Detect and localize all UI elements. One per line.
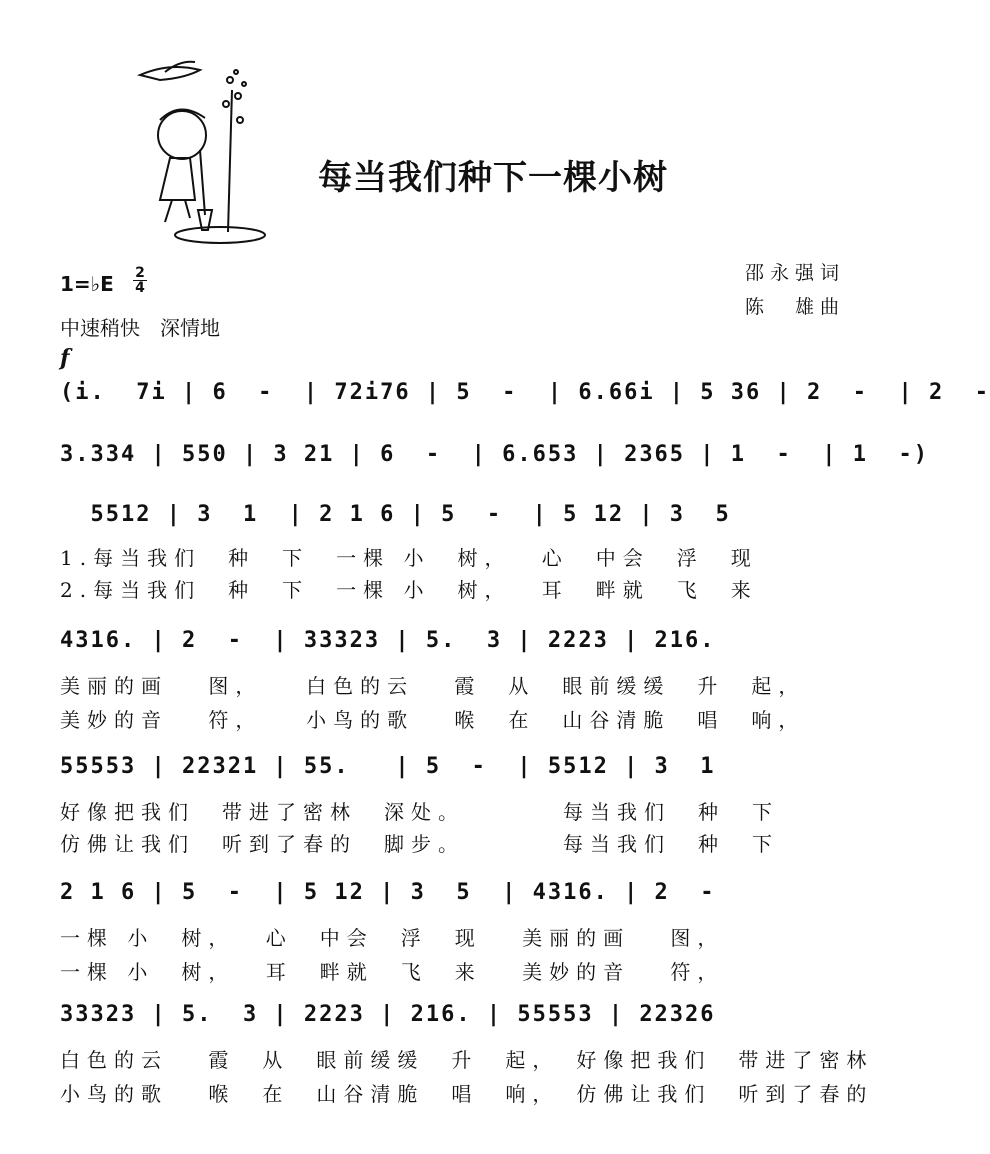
notation-line-5: 55553 | 22321 | 55. | 5 - | 5512 | 3 1 xyxy=(60,754,716,779)
notation-line-1: (i. 7i | 6 - | 72i76 | 5 - | 6.66i | 5 36 | 2 - | 2 - xyxy=(60,380,990,405)
lyric-verse1-line1: 1.每当我们 种 下 一棵 小 树， 心 中会 浮 现 xyxy=(60,546,758,570)
composer-credit: 陈 雄曲 xyxy=(745,296,846,318)
song-title: 每当我们种下一棵小树 xyxy=(318,158,668,198)
notation-line-4: 4316. | 2 - | 33323 | 5. 3 | 2223 | 216. xyxy=(60,628,716,653)
notation-line-2: 3.334 | 550 | 3 21 | 6 - | 6.653 | 2365 | 1 - | 1 -) xyxy=(60,442,929,467)
lyric-verse1-line4: 一棵 小 树， 心 中会 浮 现 美丽的画 图， xyxy=(60,926,725,950)
lyric-verse2-line2: 美妙的音 符， 小鸟的歌 喉 在 山谷清脆 唱 响， xyxy=(60,708,806,732)
lyric-verse1-line2: 美丽的画 图， 白色的云 霞 从 眼前缓缓 升 起， xyxy=(60,674,806,698)
girl-planting-tree-illustration xyxy=(0,0,892,260)
dynamic-marking: f xyxy=(60,345,70,371)
key-signature: 1=♭E xyxy=(60,272,114,296)
lyric-verse2-line5: 小鸟的歌 喉 在 山谷清脆 唱 响， 仿佛让我们 听到了春的 xyxy=(60,1082,874,1106)
lyricist-credit: 邵永强词 xyxy=(745,262,846,284)
lyric-verse1-line5: 白色的云 霞 从 眼前缓缓 升 起， 好像把我们 带进了密林 xyxy=(60,1048,874,1072)
lyric-verse2-line1: 2.每当我们 种 下 一棵 小 树， 耳 畔就 飞 来 xyxy=(60,578,758,602)
notation-line-3: 5512 | 3 1 | 2 1 6 | 5 - | 5 12 | 3 5 xyxy=(60,502,731,527)
lyric-verse2-line4: 一棵 小 树， 耳 畔就 飞 来 美妙的音 符， xyxy=(60,960,725,984)
notation-line-6: 2 1 6 | 5 - | 5 12 | 3 5 | 4316. | 2 - xyxy=(60,880,716,905)
notation-line-7: 33323 | 5. 3 | 2223 | 216. | 55553 | 22326 xyxy=(60,1002,716,1027)
lyric-verse1-line3: 好像把我们 带进了密林 深处。 每当我们 种 下 xyxy=(60,800,779,824)
lyric-verse2-line3: 仿佛让我们 听到了春的 脚步。 每当我们 种 下 xyxy=(60,832,779,856)
time-signature-top: 2 xyxy=(133,266,147,281)
time-signature xyxy=(133,266,147,295)
time-signature-bottom: 4 xyxy=(135,280,145,296)
tempo-marking: 中速稍快 深情地 xyxy=(60,316,220,340)
